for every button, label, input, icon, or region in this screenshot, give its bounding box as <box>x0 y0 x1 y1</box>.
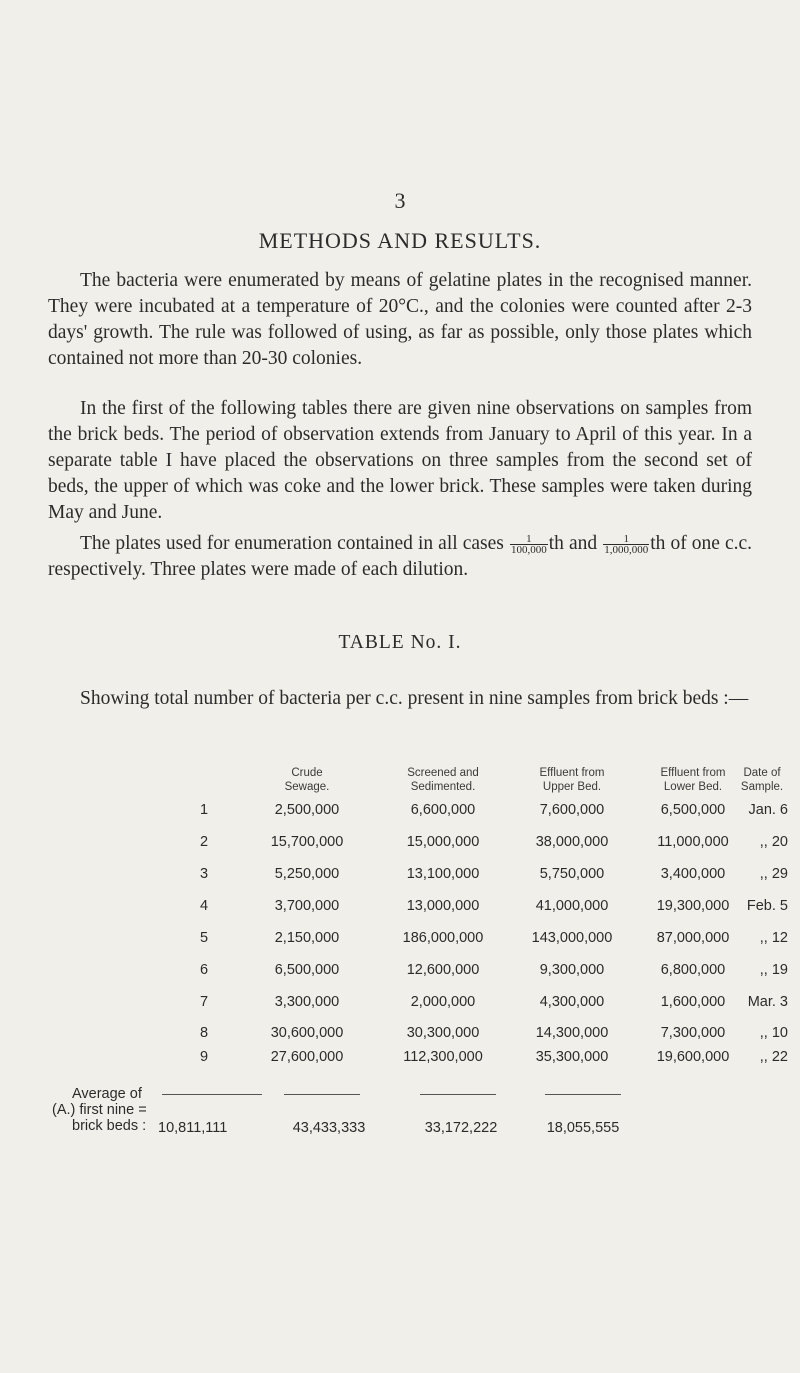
cell-upper: 38,000,000 <box>535 834 609 850</box>
header-screened-sedimented <box>380 766 506 794</box>
fraction-numerator: 1 <box>603 534 649 545</box>
paragraph-text: The bacteria were enumerated by means of gelatine plates in the recognised manner. They were incubated at a temperature of 20°C., and the colonies were counted after 2-3 days' growth. The rule was followed of using, as far as possible, only those plates which contained not more than 20-30 colonies. <box>48 270 752 369</box>
table-row <box>0 898 800 920</box>
header-line: Sewage. <box>284 781 330 793</box>
cell-upper: 9,300,000 <box>539 962 605 978</box>
row-index: 7 <box>200 994 209 1010</box>
row-index: 3 <box>200 866 209 882</box>
cell-crude: 3,700,000 <box>274 898 340 914</box>
average-rule <box>420 1094 496 1095</box>
row-index: 5 <box>200 930 209 946</box>
fraction-one-millionth <box>603 534 649 555</box>
header-line: Upper Bed. <box>542 781 602 793</box>
row-index: 1 <box>200 802 209 818</box>
cell-crude: 5,250,000 <box>274 866 340 882</box>
cell-upper: 14,300,000 <box>535 1025 609 1041</box>
cell-lower: 11,000,000 <box>657 834 729 850</box>
paragraph-text-b: and <box>568 533 598 554</box>
cell-date: ,, 22 <box>759 1049 788 1065</box>
header-effluent-upper-bed <box>510 766 634 794</box>
cell-screened: 15,000,000 <box>406 834 480 850</box>
average-label-line: brick beds : <box>72 1118 147 1134</box>
fraction-denominator: 1,000,000 <box>604 544 649 557</box>
cell-lower: 7,300,000 <box>660 1025 726 1041</box>
cell-crude: 3,300,000 <box>274 994 340 1010</box>
row-index: 9 <box>200 1049 209 1065</box>
header-line: Effluent from <box>660 767 726 779</box>
header-line: Screened and <box>407 767 479 779</box>
header-date-of-sample <box>726 766 798 794</box>
table-caption <box>48 686 752 711</box>
cell-lower: 6,800,000 <box>660 962 726 978</box>
cell-date: Feb. 5 <box>746 898 788 914</box>
cell-screened: 12,600,000 <box>406 962 480 978</box>
ordinal-suffix: th <box>548 533 564 554</box>
header-line: Sedimented. <box>410 781 476 793</box>
ordinal-suffix: th <box>650 533 666 554</box>
header-line: Crude <box>291 767 323 779</box>
paragraph-text-c: of one c.c. respectively. Three plates were made of each dilution. <box>48 533 753 580</box>
page-number: 3 <box>394 188 406 213</box>
average-rule <box>545 1094 621 1095</box>
cell-upper: 4,300,000 <box>539 994 605 1010</box>
header-line: Effluent from <box>539 767 605 779</box>
paragraph-text: In the first of the following tables there are given nine observations on samples from the brick beds. The period of observation extends from January to April of this year. In a separate table I have placed the observations on three samples from the second set of beds, the upper of which was coke and the lower brick. These samples were taken during May and June. <box>48 398 752 523</box>
cell-lower: 3,400,000 <box>660 866 726 882</box>
cell-date: Jan. 6 <box>748 802 788 818</box>
fraction-denominator: 100,000 <box>510 544 547 557</box>
cell-crude: 2,500,000 <box>274 802 340 818</box>
cell-upper: 143,000,000 <box>531 930 613 946</box>
row-index: 2 <box>200 834 209 850</box>
paragraph-observations <box>48 396 752 526</box>
header-line: Sample. <box>740 781 784 793</box>
cell-crude: 15,700,000 <box>270 834 344 850</box>
paragraph-methods <box>48 268 752 372</box>
average-upper: 33,172,222 <box>424 1120 498 1136</box>
average-label-line: Average of <box>72 1086 142 1102</box>
cell-crude: 2,150,000 <box>274 930 340 946</box>
cell-screened: 30,300,000 <box>406 1025 480 1041</box>
cell-screened: 13,000,000 <box>406 898 480 914</box>
cell-crude: 27,600,000 <box>270 1049 344 1065</box>
header-line: Date of <box>743 767 781 779</box>
cell-screened: 13,100,000 <box>406 866 480 882</box>
average-row <box>0 1120 800 1142</box>
header-crude-sewage <box>244 766 370 794</box>
cell-date: ,, 12 <box>759 930 788 946</box>
table-title: TABLE No. I. <box>338 632 462 653</box>
table-row <box>0 834 800 856</box>
cell-date: ,, 10 <box>759 1025 788 1041</box>
row-index: 4 <box>200 898 209 914</box>
cell-lower: 19,600,000 <box>656 1049 730 1065</box>
cell-crude: 6,500,000 <box>274 962 340 978</box>
cell-lower: 87,000,000 <box>656 930 730 946</box>
cell-screened: 2,000,000 <box>410 994 476 1010</box>
row-index: 6 <box>200 962 209 978</box>
cell-date: ,, 19 <box>759 962 788 978</box>
fraction-one-hundred-thousandth <box>510 534 548 555</box>
average-label-line-2 <box>52 1102 147 1118</box>
paragraph-dilution <box>48 531 752 583</box>
average-rule <box>162 1094 262 1095</box>
cell-crude: 30,600,000 <box>270 1025 344 1041</box>
cell-lower: 6,500,000 <box>660 802 726 818</box>
average-crude: 10,811,111 <box>158 1120 228 1136</box>
table-row <box>0 1049 800 1071</box>
average-lower: 18,055,555 <box>546 1120 620 1136</box>
header-line: Lower Bed. <box>663 781 723 793</box>
table-caption-text: Showing total number of bacteria per c.c. present in nine samples from brick beds :— <box>80 688 749 709</box>
cell-date: ,, 20 <box>759 834 788 850</box>
row-index: 8 <box>200 1025 209 1041</box>
average-rule <box>284 1094 360 1095</box>
section-title: METHODS AND RESULTS. <box>258 228 542 253</box>
table-row <box>0 994 800 1016</box>
table-row <box>0 802 800 824</box>
average-marker: (A.) <box>52 1102 76 1118</box>
cell-screened: 6,600,000 <box>410 802 476 818</box>
cell-screened: 112,300,000 <box>403 1049 483 1065</box>
fraction-numerator: 1 <box>510 534 548 545</box>
cell-upper: 41,000,000 <box>535 898 609 914</box>
table-row <box>0 930 800 952</box>
cell-upper: 7,600,000 <box>539 802 605 818</box>
average-screened: 43,433,333 <box>292 1120 366 1136</box>
cell-date: Mar. 3 <box>747 994 788 1010</box>
cell-screened: 186,000,000 <box>402 930 484 946</box>
cell-upper: 5,750,000 <box>539 866 605 882</box>
cell-lower: 1,600,000 <box>660 994 726 1010</box>
average-label-text: first nine = <box>79 1102 147 1118</box>
paragraph-text-a: The plates used for enumeration contained in all cases <box>80 533 504 554</box>
cell-date: ,, 29 <box>759 866 788 882</box>
cell-lower: 19,300,000 <box>656 898 730 914</box>
cell-upper: 35,300,000 <box>535 1049 609 1065</box>
table-row <box>0 962 800 984</box>
table-row <box>0 866 800 888</box>
table-row <box>0 0 800 9</box>
